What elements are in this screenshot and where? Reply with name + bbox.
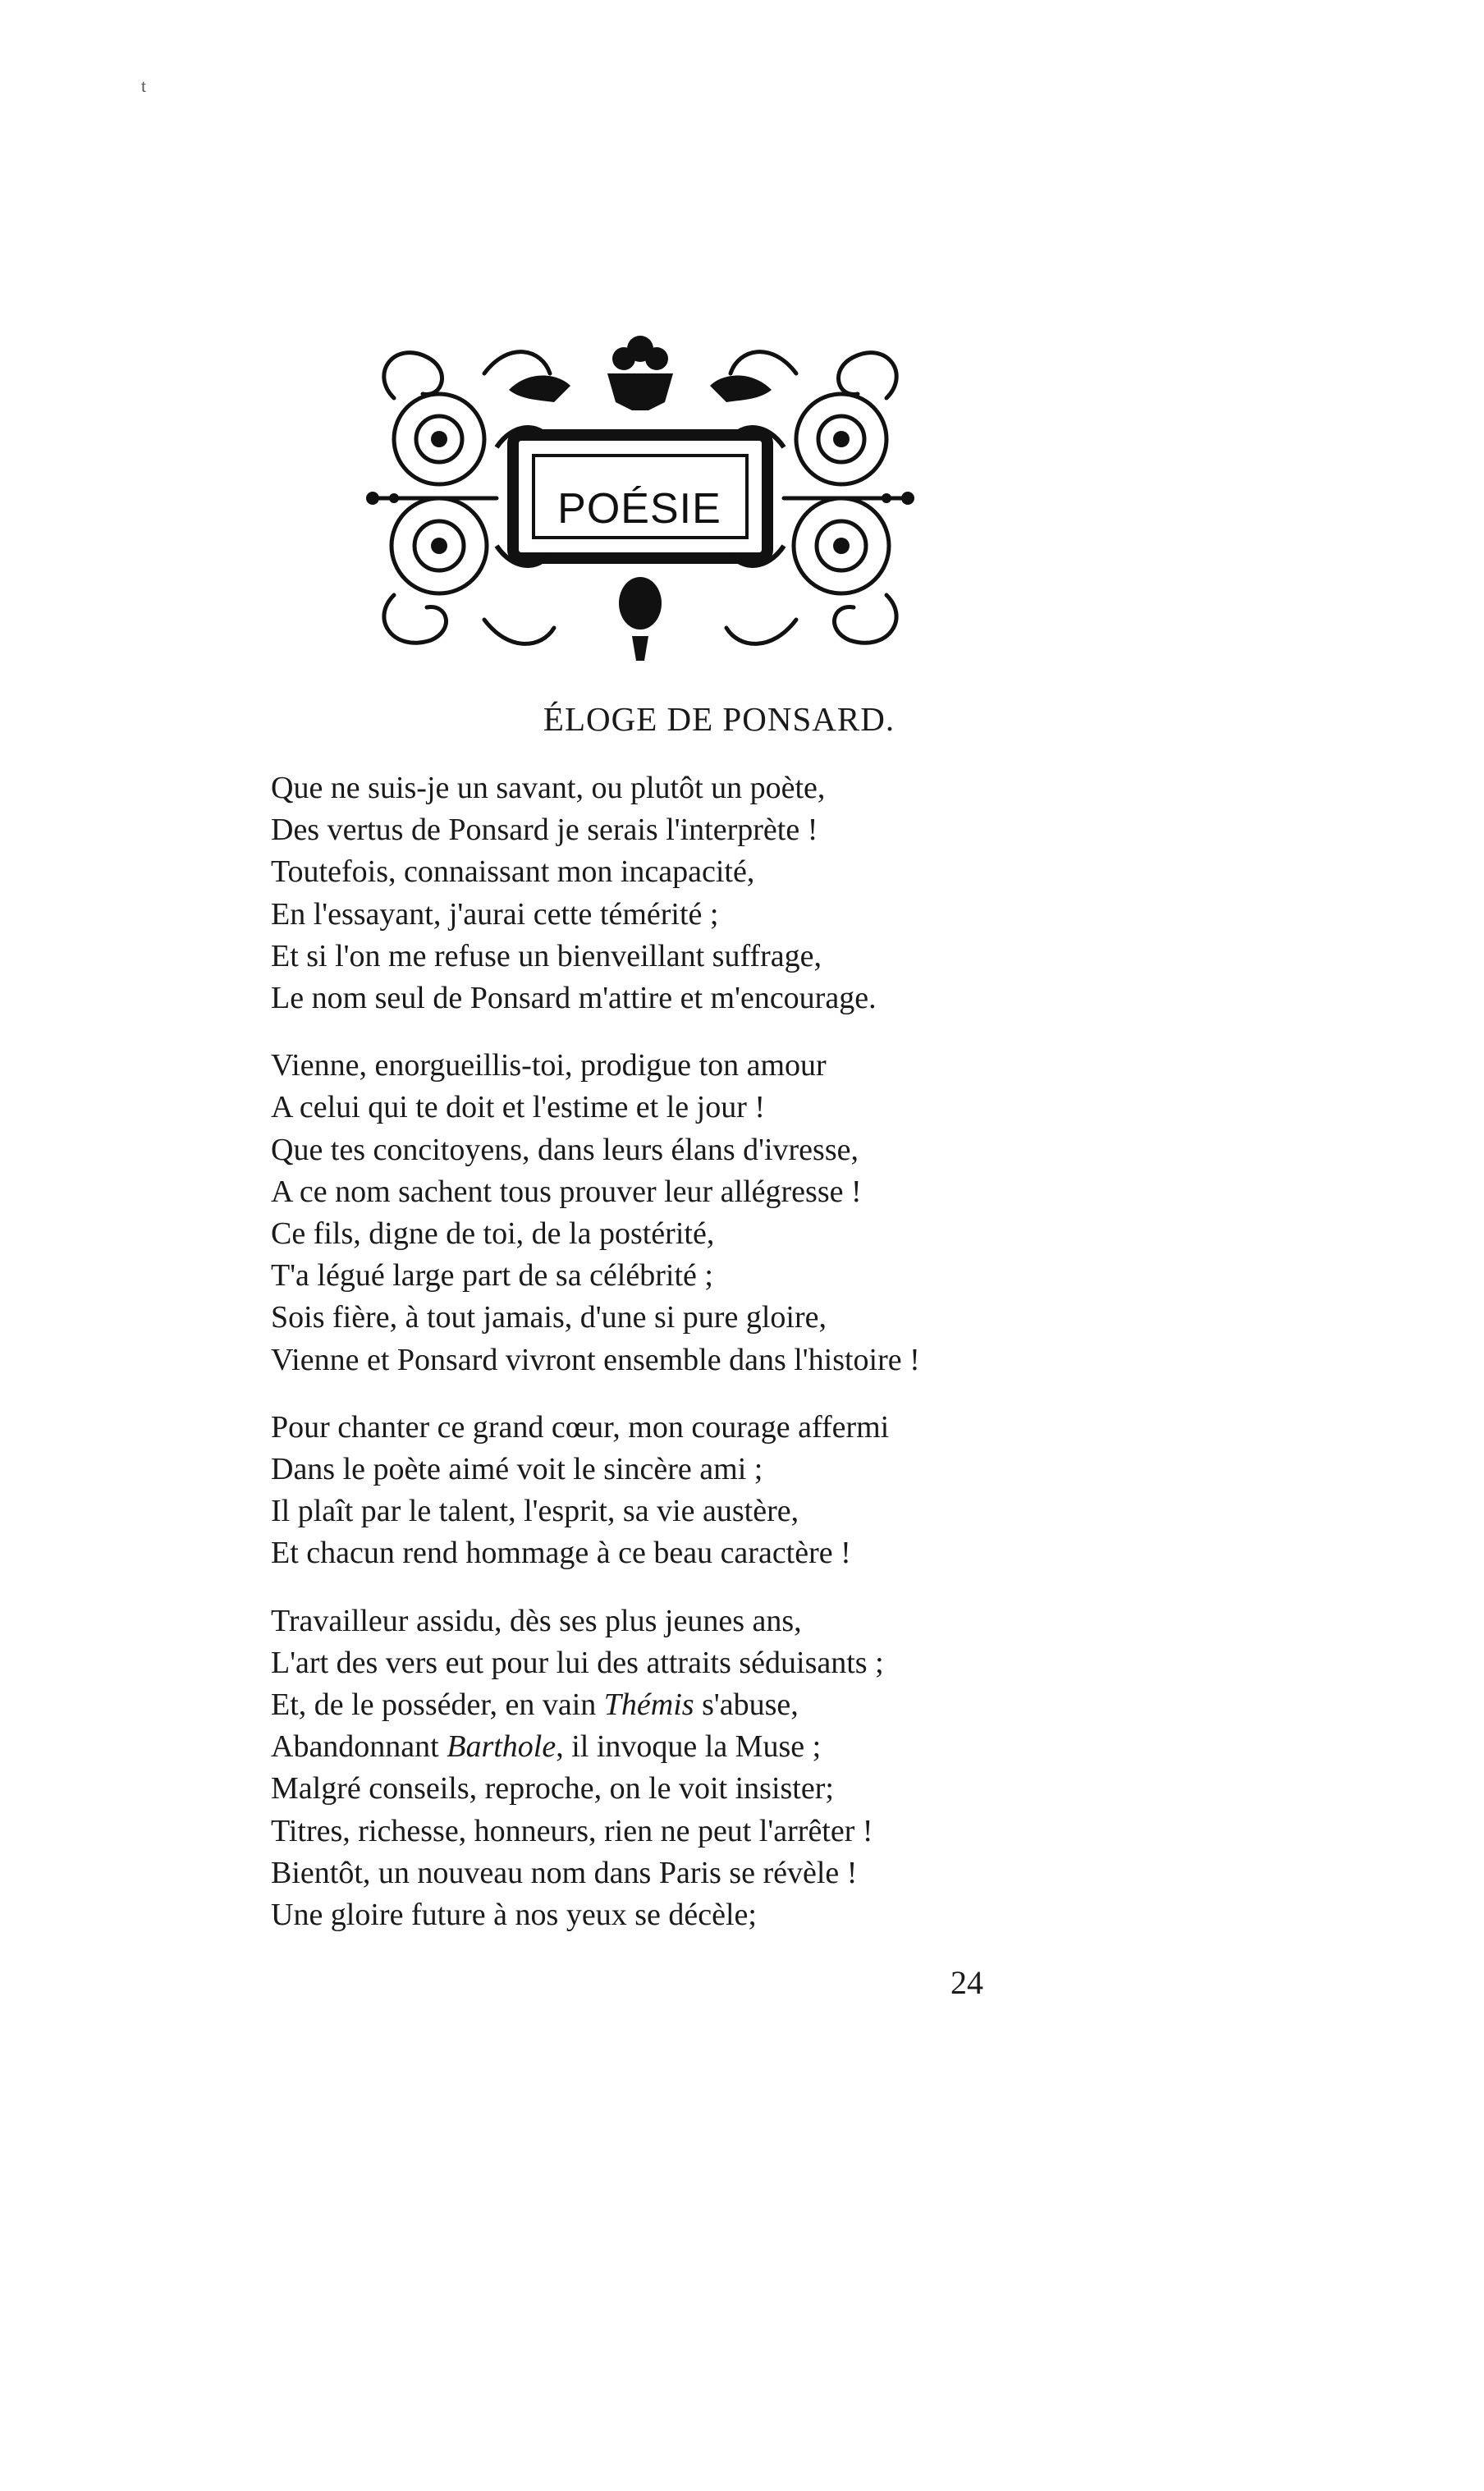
verse-line: En l'essayant, j'aurai cette témérité ;	[271, 896, 719, 932]
verse-line: Une gloire future à nos yeux se décèle;	[271, 1898, 757, 1933]
poem-title-text: ÉLOGE DE PONSARD.	[543, 700, 895, 738]
verse-line: Titres, richesse, honneurs, rien ne peut l'arrêter !	[271, 1813, 873, 1848]
verse-line: Travailleur assidu, dès ses plus jeunes ans,	[271, 1603, 802, 1638]
stanza	[271, 1407, 1092, 1575]
section-label: POÉSIE	[557, 485, 721, 533]
verse-line: Dans le poète aimé voit le sincère ami ;	[271, 1452, 763, 1487]
verse-fragment: Abandonnant	[271, 1729, 447, 1765]
verse-line: Ce fils, digne de toi, de la postérité,	[271, 1216, 715, 1252]
stanza	[271, 767, 1092, 1019]
verse-line: Malgré conseils, reproche, on le voit insister;	[271, 1771, 834, 1806]
verse-line: Le nom seul de Ponsard m'attire et m'encourage.	[271, 981, 877, 1016]
verse-line: Toutefois, connaissant mon incapacité,	[271, 854, 755, 890]
verse-line	[271, 1726, 1092, 1768]
italic-name: Thémis	[603, 1687, 694, 1723]
verse-line: Des vertus de Ponsard je serais l'interprète !	[271, 813, 818, 848]
verse-line	[271, 1684, 1092, 1726]
verse-line: A celui qui te doit et l'estime et le jour !	[271, 1090, 766, 1125]
poem-body	[271, 767, 1092, 1962]
verse-line: L'art des vers eut pour lui des attraits séduisants ;	[271, 1645, 884, 1680]
stanza	[271, 1600, 1092, 1937]
stray-ink-mark: t	[141, 76, 147, 96]
verse-fragment: s'abuse,	[694, 1687, 799, 1723]
verse-line: A ce nom sachent tous prouver leur allégresse !	[271, 1174, 862, 1209]
verse-line: Que tes concitoyens, dans leurs élans d'ivresse,	[271, 1132, 859, 1167]
verse-line: Que ne suis-je un savant, ou plutôt un poète,	[271, 771, 826, 805]
verse-line: Et chacun rend hommage à ce beau caractère !	[271, 1536, 851, 1571]
verse-line: Vienne, enorgueillis-toi, prodigue ton amour	[271, 1048, 827, 1083]
verse-line: Bientôt, un nouveau nom dans Paris se révèle !	[271, 1855, 858, 1890]
verse-line: Pour chanter ce grand cœur, mon courage affermi	[271, 1409, 890, 1445]
verse-line: Et si l'on me refuse un bienveillant suffrage,	[271, 938, 822, 973]
italic-name: Barthole	[447, 1729, 556, 1765]
verse-line: Sois fière, à tout jamais, d'une si pure gloire,	[271, 1300, 827, 1335]
verse-fragment: , il invoque la Muse ;	[556, 1729, 822, 1765]
stanza	[271, 1045, 1092, 1381]
verse-fragment: Et, de le posséder, en vain	[271, 1687, 604, 1723]
page-number: 24	[950, 1964, 983, 2001]
verse-line: T'a légué large part de sa célébrité ;	[271, 1258, 713, 1294]
verse-line: Vienne et Ponsard vivront ensemble dans l'histoire !	[271, 1342, 920, 1377]
poem-title	[0, 699, 1484, 739]
verse-line: Il plaît par le talent, l'esprit, sa vie austère,	[271, 1494, 799, 1529]
